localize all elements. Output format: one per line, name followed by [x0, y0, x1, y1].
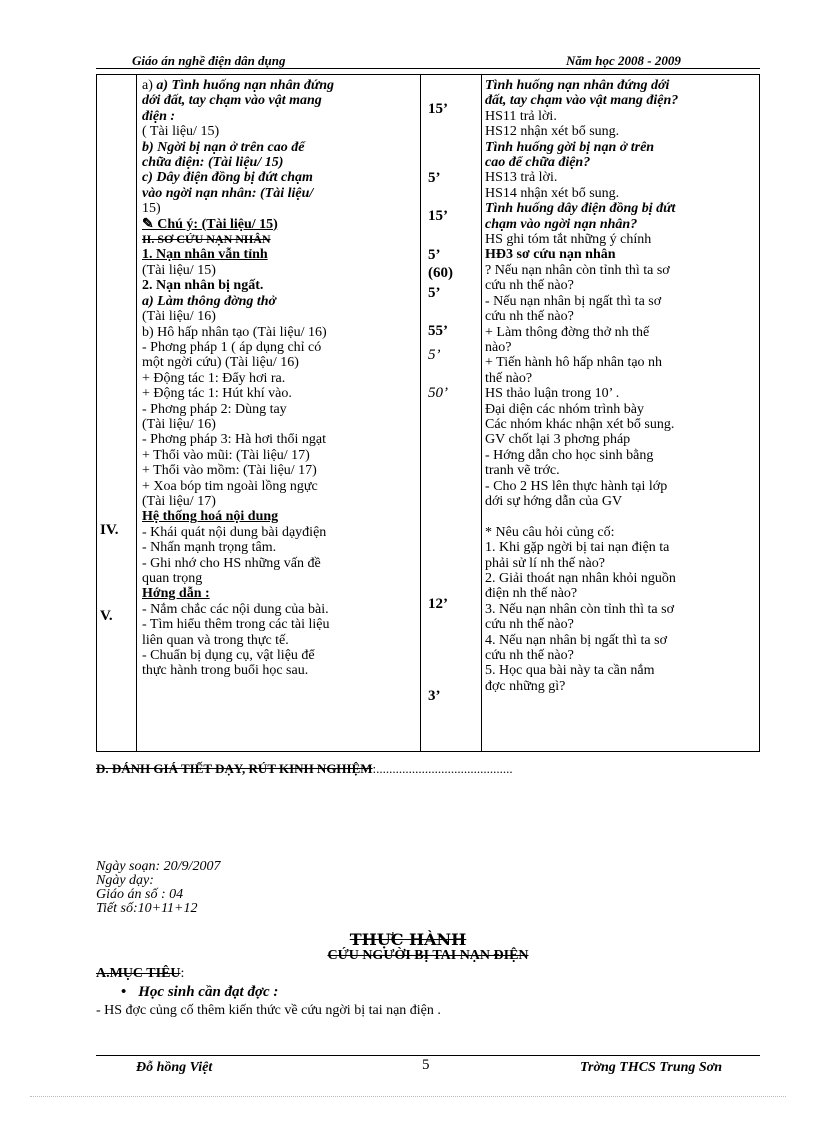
content-line: 2. Nạn nhân bị ngất. [142, 278, 264, 294]
page-edge-rule [30, 1096, 786, 1097]
content-line: vào ngời nạn nhân: (Tài liệu/ [142, 185, 314, 201]
activity-line: * Nêu câu hỏi củng cố: [485, 524, 615, 540]
activity-line: điện nh thế nào? [485, 586, 578, 602]
content-line: chữa điện: (Tài liệu/ 15) [142, 155, 284, 171]
content-line: 1. Nạn nhân vẫn tỉnh [142, 247, 268, 263]
content-line: - Phơng pháp 3: Hà hơi thổi ngạt [142, 432, 326, 448]
time-cell: 12’ [428, 596, 448, 612]
activity-line: phải sử lí nh thế nào? [485, 555, 605, 571]
activity-line: GV chốt lại 3 phơng pháp [485, 432, 631, 448]
activity-line: HS12 nhận xét bổ sung. [485, 124, 620, 140]
content-column [142, 78, 418, 679]
objective-text: - HS đợc củng cố thêm kiến thức về cứu ngời bị tai nạn điện . [96, 1003, 441, 1018]
content-line: a) Làm thông đờng thở [142, 293, 277, 309]
activity-line: dới sự hớng dẫn của GV [485, 493, 623, 509]
header-left: Giáo án nghề điện dân dụng [132, 53, 286, 68]
activity-line: Các nhóm khác nhận xét bổ sung. [485, 416, 675, 432]
time-column [428, 0, 478, 760]
activity-line: đợc những gì? [485, 678, 566, 694]
content-line: II. SƠ CỨU NẠN NHÂN [142, 232, 271, 247]
evaluation-row [96, 761, 513, 777]
content-line: a) a) Tình huống nạn nhân đứng [142, 78, 335, 93]
date-taught: Ngày dạy: [96, 873, 154, 888]
objectives-heading-colon: : [180, 966, 185, 981]
content-line: + Thổi vào mũi: (Tài liệu/ 17) [142, 447, 310, 463]
activity-line: HS thảo luận trong 10’ . [485, 386, 620, 402]
content-line: - Khái quát nội dung bài dạyđiện [142, 524, 327, 540]
content-line: b) Ngời bị nạn ở trên cao để [142, 139, 305, 155]
activity-line: cứu nh thế nào? [485, 278, 574, 294]
content-line: b) Hô hấp nhân tạo (Tài liệu/ 16) [142, 324, 327, 340]
page-subtitle: CỨU NGƯỜI BỊ TAI NẠN ĐIỆN [327, 948, 529, 963]
activity-line: tranh vẽ trớc. [485, 463, 560, 479]
activity-line: HS14 nhận xét bổ sung. [485, 185, 620, 201]
time-cell: 5’ [428, 170, 441, 186]
activity-line: chạm vào ngời nạn nhân? [485, 216, 638, 232]
content-line: dới đất, tay chạm vào vật mang [142, 93, 322, 109]
content-line: Hệ thống hoá nội dung [142, 509, 279, 525]
activity-line: + Làm thông đờng thở nh thế [485, 324, 650, 340]
activity-line: Tình huống nạn nhân đứng dới [485, 78, 670, 93]
activity-line: đất, tay chạm vào vật mang điện? [485, 93, 679, 109]
section-iv-label: IV. [100, 522, 119, 538]
header-right: Năm học 2008 - 2009 [566, 53, 681, 68]
page-title: THỰC HÀNH [349, 930, 467, 949]
date-prepared: Ngày soạn: 20/9/2007 [96, 859, 221, 874]
activity-line: cao để chữa điện? [485, 155, 591, 171]
lesson-number: Giáo án số : 04 [96, 887, 184, 902]
activity-line: Tình huống gời bị nạn ở trên [485, 139, 655, 155]
activity-line: HS11 trả lời. [485, 108, 557, 124]
footer-rule [96, 1055, 760, 1056]
activity-line: Đại diện các nhóm trình bày [485, 401, 645, 417]
content-line: (Tài liệu/ 16) [142, 309, 216, 325]
evaluation-heading: D. ĐÁNH GIÁ TIẾT DẠY, RÚT KINH NGHIỆM [96, 761, 373, 776]
activity-line: 2. Giải thoát nạn nhân khỏi nguồn [485, 570, 676, 586]
activity-line: 4. Nếu nạn nhân bị ngất thì ta sơ [485, 632, 667, 648]
activity-line: ? Nếu nạn nhân còn tỉnh thì ta sơ [485, 262, 670, 278]
activity-line: 1. Khi gặp ngời bị tai nạn điện ta [485, 540, 670, 556]
activity-line: nào? [485, 339, 512, 355]
col-divider-2 [420, 74, 421, 752]
content-line-text: a) Tình huống nạn nhân đứng [156, 78, 335, 93]
time-cell: 15’ [428, 101, 448, 117]
content-line: - Chuẩn bị dụng cụ, vật liệu để [142, 648, 315, 664]
activity-line: 3. Nếu nạn nhân còn tỉnh thì ta sơ [485, 601, 674, 617]
content-line: ( Tài liệu/ 15) [142, 124, 220, 140]
content-line: - Phơng pháp 1 ( áp dụng chỉ có [142, 339, 322, 355]
evaluation-dots: :.......................................... [372, 761, 513, 776]
content-line: (Tài liệu/ 15) [142, 262, 216, 278]
time-cell: 5’ [428, 347, 441, 363]
activity-line: - Hớng dẫn cho học sinh bằng [485, 447, 654, 463]
activity-line: thế nào? [485, 370, 533, 386]
activity-line: 5. Học qua bài này ta cần nắm [485, 663, 655, 679]
content-line: 15) [142, 201, 161, 217]
activity-line: Tình huống dây điện đồng bị đứt [485, 201, 676, 217]
lesson-meta [96, 860, 220, 916]
content-line: - Nhấn mạnh trọng tâm. [142, 540, 277, 556]
content-line: - Nắm chắc các nội dung của bài. [142, 601, 329, 617]
activity-column [485, 78, 757, 694]
content-line: + Xoa bóp tim ngoài lồng ngực [142, 478, 318, 494]
content-line: + Thổi vào mồm: (Tài liệu/ 17) [142, 463, 317, 479]
activity-line: HS ghi tóm tắt những ý chính [485, 232, 652, 248]
activity-line: HS13 trả lời. [485, 170, 558, 186]
activity-line: + Tiến hành hô hấp nhân tạo nh [485, 355, 663, 371]
activity-line: cứu nh thế nào? [485, 309, 574, 325]
content-line: (Tài liệu/ 16) [142, 416, 216, 432]
page-number: 5 [422, 1057, 430, 1073]
content-line: một ngời cứu) (Tài liệu/ 16) [142, 355, 299, 371]
time-cell: 55’ [428, 323, 448, 339]
content-line: (Tài liệu/ 17) [142, 493, 216, 509]
time-cell: 5’ [428, 247, 441, 263]
objective-item [121, 984, 278, 1001]
col-divider-1 [136, 74, 137, 752]
objectives-heading: A.MỤC TIÊU [96, 966, 181, 981]
col-divider-3 [481, 74, 482, 752]
time-cell: 5’ [428, 285, 441, 301]
time-cell: (60) [428, 265, 453, 281]
activity-line: HĐ3 sơ cứu nạn nhân [485, 247, 616, 263]
activity-line: cứu nh thế nào? [485, 617, 574, 633]
content-line: quan trọng [142, 571, 203, 586]
content-line: - Tìm hiểu thêm trong các tài liệu [142, 617, 330, 633]
content-line: điện : [142, 108, 176, 124]
content-line: + Động tác 1: Hút khí vào. [142, 386, 292, 402]
time-cell: 3’ [428, 688, 441, 704]
period-numbers: Tiết số:10+11+12 [96, 901, 198, 916]
activity-line [485, 509, 757, 524]
content-line: Hớng dẫn : [142, 586, 210, 602]
objectives-heading-row [96, 966, 184, 982]
content-line: liên quan và trong thực tế. [142, 632, 289, 648]
activity-line: - Cho 2 HS lên thực hành tại lớp [485, 478, 668, 494]
activity-line: cứu nh thế nào? [485, 648, 574, 664]
time-cell: 50’ [428, 385, 448, 401]
activity-line: - Nếu nạn nhân bị ngất thì ta sơ [485, 293, 662, 309]
content-line: + Động tác 1: Đẩy hơi ra. [142, 370, 286, 386]
section-v-label: V. [100, 608, 113, 624]
content-line: ✎ Chú ý: (Tài liệu/ 15) [142, 216, 278, 232]
content-line: - Phơng pháp 2: Dùng tay [142, 401, 287, 417]
objective-label: Học sinh cần đạt đợc : [138, 984, 279, 1000]
time-cell: 15’ [428, 208, 448, 224]
footer-left: Đỗ hồng Việt [136, 1060, 213, 1075]
content-line: thực hành trong buổi học sau. [142, 663, 309, 679]
content-line: c) Dây điện đồng bị đứt chạm [142, 170, 313, 186]
content-line: - Ghi nhớ cho HS những vấn đề [142, 555, 321, 571]
footer-right: Trờng THCS Trung Sơn [580, 1060, 722, 1075]
bullet-icon: • [121, 984, 127, 1000]
